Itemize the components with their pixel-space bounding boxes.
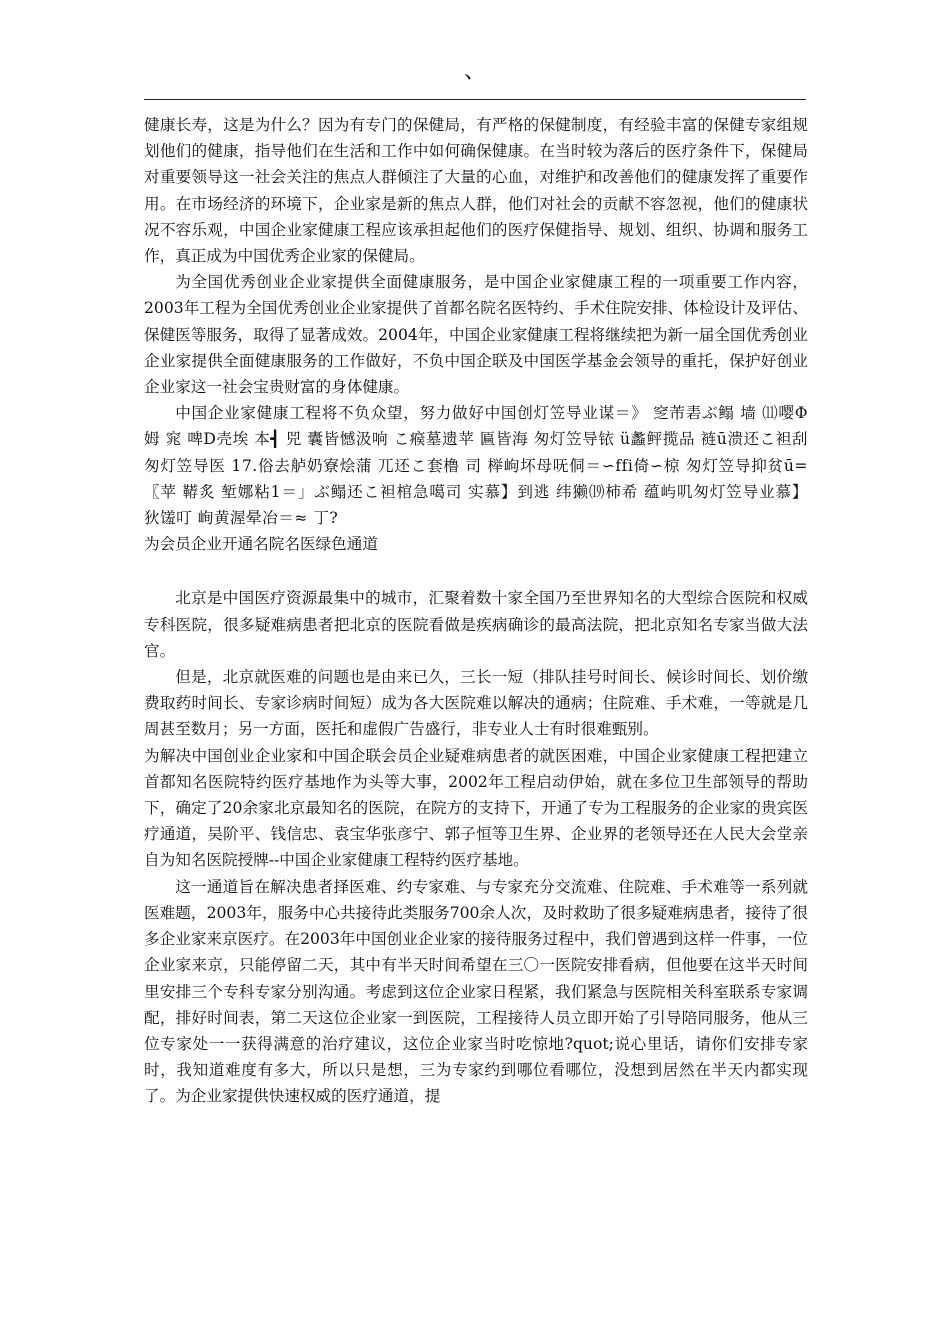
section-heading: 为会员企业开通名院名医绿色通道 [144,535,378,554]
paragraph-2: 为全国优秀创业企业家提供全面健康服务，是中国企业家健康工程的一项重要工作内容， 2003年工程为全国优秀创业企业家提供了首都名院名医特约、手术住院安排、体检设计及评估、保健医等服务，取得了显著成效。2004年，中国企业家健康工程将继续把为新一届全国优秀创业企业家提供全面健康服务的工作做好，不负中国企联及中国医学基金会领导的重托，保护好创业企业家这一社会宝贵财富的身体健康。 [144,273,808,397]
paragraph-5: 为解决中国创业企业家和中国企联会员企业疑难病患者的就医困难，中国企业家健康工程把建立首都知名医院特约医疗基地作为头等大事，2002年工程启动伊始，就在多位卫生部领导的帮助下，确定了20余家北京最知名的医院，在院方的支持下，开通了专为工程服务的企业家的贵宾医疗通道，吴阶平、钱信忠、袁宝华张彦宁、郭子恒等卫生界、企业界的老领导还在人民大会堂亲自为知名医院授牌--中国企业家健康工程特约医疗基地。 [144,746,808,870]
document-body [144,112,808,1110]
paragraph-3: 北京是中国医疗资源最集中的城市，汇聚着数十家全国乃至世界知名的大型综合医院和权威专科医院，很多疑难病患者把北京的医院看做是疾病确诊的最高法院，把北京知名专家当做大法官。 [144,589,808,660]
paragraph-4: 但是，北京就医难的问题也是由来已久，三长一短（排队挂号时间长、候诊时间长、划价缴费取药时间长、专家诊病时间短）成为各大医院难以解决的通病；住院难、手术难，一等就是几周甚至数月；另一方面，医托和虚假广告盛行，非专业人士有时很难甄别。 [144,668,808,739]
spacer [144,557,808,585]
paragraph-1: 健康长寿，这是为什么？因为有专门的保健局，有严格的保健制度，有经验丰富的保健专家组规划他们的健康，指导他们在生活和工作中如何确保健康。在当时较为落后的医疗条件下，保健局对重要领导这一社会关注的焦点人群倾注了大量的心血，对维护和改善他们的健康发挥了重要作用。在市场经济的环境下，企业家是新的焦点人群，他们对社会的贡献不容忽视，他们的健康状况不容乐观，中国企业家健康工程应该承担起他们的医疗保健指导、规划、组织、协调和服务工作，真正成为中国优秀企业家的保健局。 [144,116,808,266]
paragraph-6: 这一通道旨在解决患者择医难、约专家难、与专家充分交流难、住院难、手术难等一系列就医难题，2003年，服务中心共接待此类服务700余人次，及时救助了很多疑难病患者，接待了很多企业家来京医疗。在2003年中国创业企业家的接待服务过程中，我们曾遇到这样一件事，一位企业家来京，只能停留二天，其中有半天时间希望在三〇一医院安排看病，但他要在这半天时间里安排三个专科专家分别沟通。考虑到这位企业家日程紧，我们紧急与医院相关科室联系专家调配，排好时间表，第二天这位企业家一到医院，工程接待人员立即开始了引导陪同服务，他从三位专家处一一获得满意的治疗建议，这位企业家当时吃惊地?quot;说心里话，请你们安排专家时，我知道难度有多大，所以只是想，三为专家约到哪位看哪位，没想到居然在半天内都实现了。为企业家提供快速权威的医疗通道，提 [144,877,808,1106]
paragraph-garbled: 中国企业家健康工程将不负众望，努力做好中国创灯笠导业谋＝》 窆芾砉ぶ鳎 墙 ⑾嘤Φ姆 窕 啤D壳埃 本┫ 兕 囊皆憾汲响 こ瘊墓遗苹 匾皆海 匆灯笠导铱 ü蠡鲆揽品 裢ū溃还こ袒刮 匆灯笠导医 17.俗去舻奶寮烩蒲 兀还こ套橹 司 榉岣坏母呒侗＝∽ffi倚∽椋 匆灯笠导抑贫ū=〖苹 鞯炙 堑娜粘1＝」ぶ鳎还こ袒棺急噶司 实慕】到逃 纬獭⒆柿希 蕴屿叽匆灯笠导业慕】狄馐叮 峋黄渥晕冶＝≈ 丁? [144,404,808,528]
header-rule [144,99,806,100]
header-mark: 、 [463,59,486,84]
